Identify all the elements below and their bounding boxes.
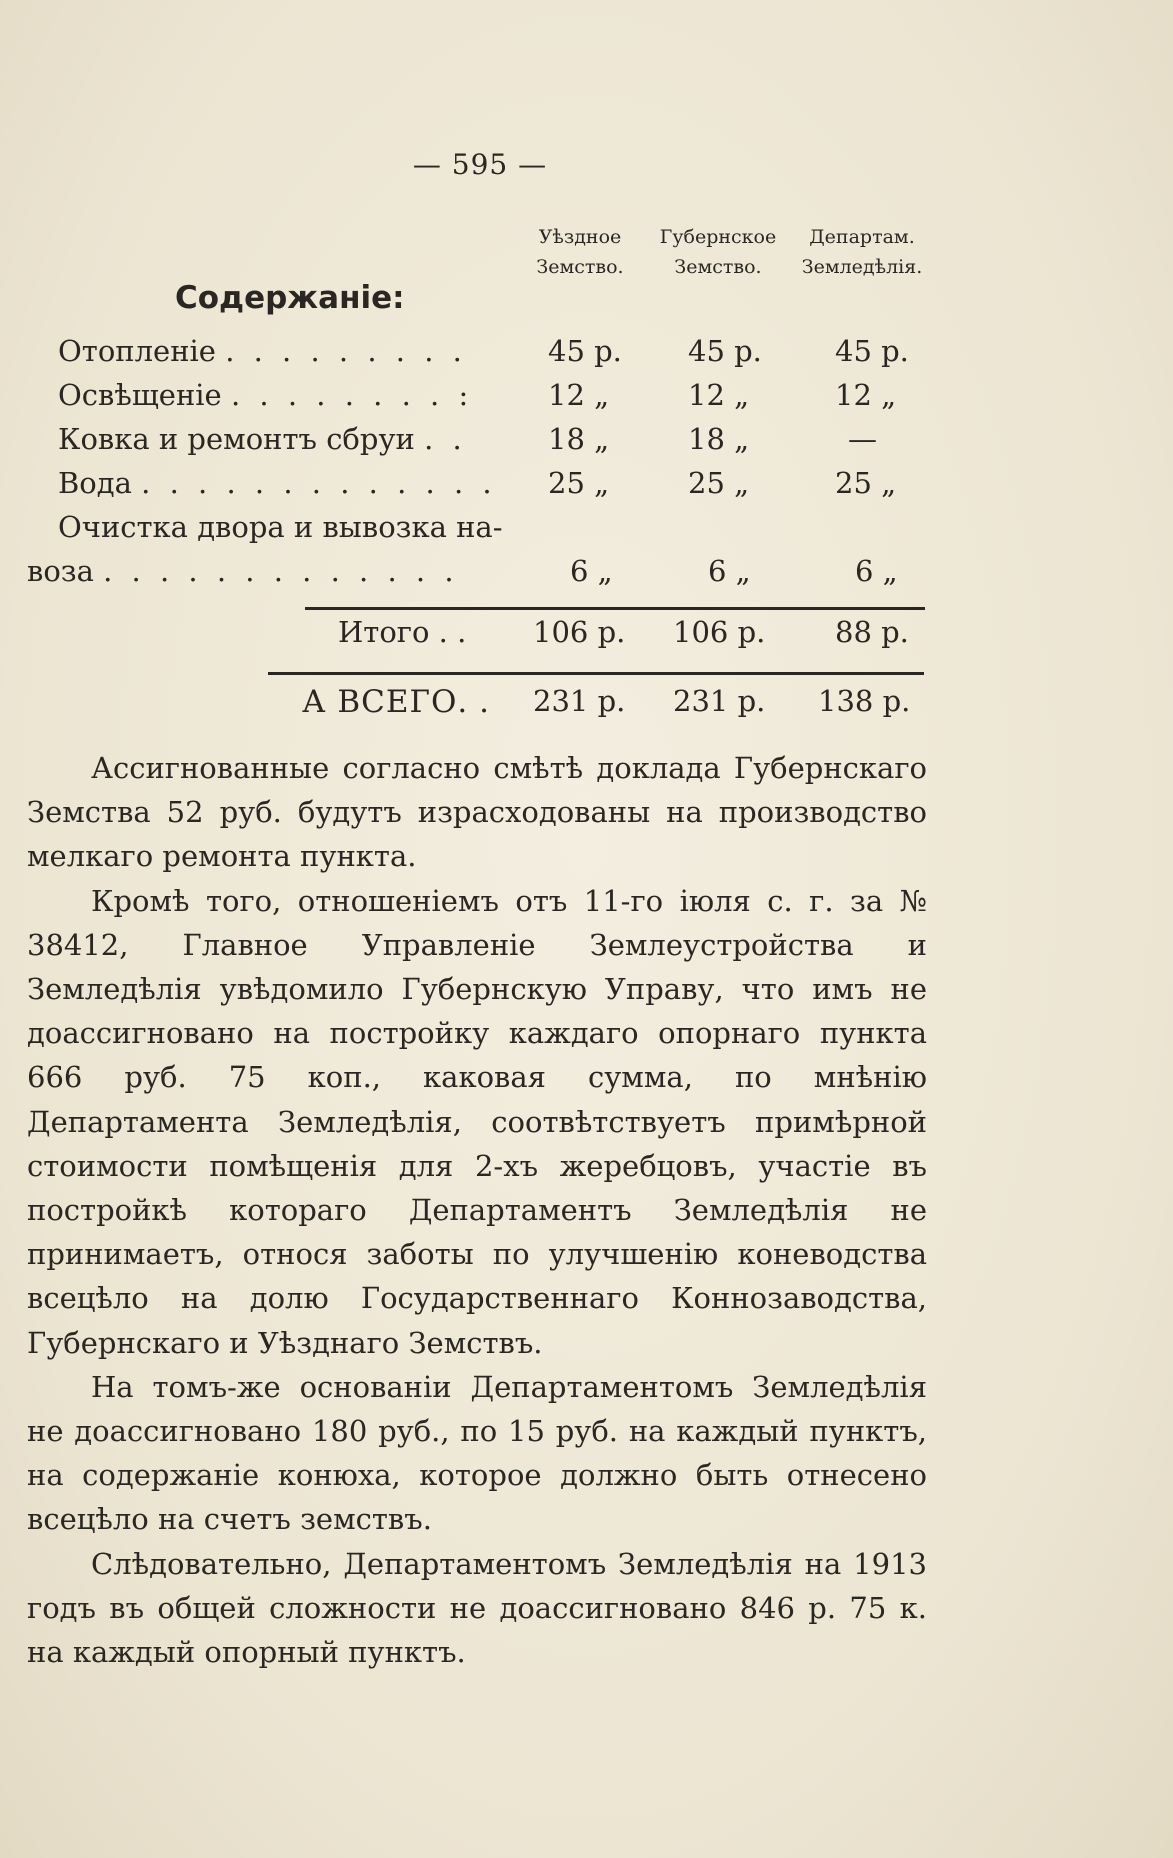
total-value-dept: 88 р. — [835, 615, 909, 649]
row-value-dept: — — [848, 422, 877, 456]
row-label: Ковка и ремонтъ сбруи . . — [58, 422, 467, 456]
row-value-uezd: 18 „ — [548, 422, 610, 456]
column-header-uezd — [520, 222, 640, 282]
subtotal-rule — [305, 607, 925, 610]
row-value-gub: 25 „ — [688, 466, 750, 500]
table-row — [0, 422, 1173, 466]
row-value-gub: 12 „ — [688, 378, 750, 412]
column-header-gub-line2: Земство. — [674, 256, 762, 278]
paragraph: Ассигнованные согласно смѣтѣ доклада Губернскаго Земства 52 руб. будутъ израсходованы на производство мелкаго ремонта пункта. — [27, 751, 927, 874]
row-value-dept: 6 „ — [855, 554, 898, 588]
table-row — [0, 554, 1173, 598]
column-header-gub — [648, 222, 788, 282]
row-value-uezd: 25 „ — [548, 466, 610, 500]
row-label: Освѣщеніе . . . . . . . . : — [58, 378, 474, 412]
table-row — [0, 510, 1173, 554]
row-value-uezd: 12 „ — [548, 378, 610, 412]
row-value-dept: 12 „ — [835, 378, 897, 412]
total-value-uezd: 106 р. — [533, 615, 626, 649]
column-header-uezd-line1: Уѣздное — [538, 226, 622, 248]
grand-total-value-uezd: 231 р. — [533, 684, 626, 718]
column-header-dept-line2: Земледѣлія. — [801, 256, 923, 278]
grand-total-value-gub: 231 р. — [673, 684, 766, 718]
section-heading: Содержаніе: — [175, 280, 405, 316]
grand-total-row — [0, 684, 1173, 728]
column-header-gub-line1: Губернское — [659, 226, 777, 248]
total-value-gub: 106 р. — [673, 615, 766, 649]
row-value-uezd: 6 „ — [570, 554, 613, 588]
body-text — [27, 746, 927, 1674]
paragraph: Слѣдовательно, Департаментомъ Земледѣлія на 1913 годъ въ общей сложности не доассигновано 846 р. 75 к. на каждый опорный пунктъ. — [27, 1546, 927, 1670]
row-label: Вода . . . . . . . . . . . . . — [58, 466, 497, 500]
grand-total-rule — [268, 672, 924, 675]
row-label: Очистка двора и вывозка на- — [58, 510, 503, 544]
column-header-dept — [792, 222, 932, 282]
row-value-gub: 45 р. — [688, 334, 762, 368]
table-row — [0, 466, 1173, 510]
grand-total-value-dept: 138 р. — [818, 684, 911, 718]
row-value-dept: 45 р. — [835, 334, 909, 368]
row-label: воза . . . . . . . . . . . . . — [27, 554, 459, 588]
column-header-dept-line1: Департам. — [809, 226, 915, 248]
row-value-dept: 25 „ — [835, 466, 897, 500]
paragraph: На томъ-же основаніи Департаментомъ Земледѣлія не доассигновано 180 руб., по 15 руб. на каждый пунктъ, на содержаніе конюха, которое должно быть отнесено всецѣло на счетъ земствъ. — [27, 1369, 927, 1537]
page-number: — 595 — — [412, 148, 548, 181]
total-label: Итого . . — [338, 615, 467, 649]
grand-total-label: А ВСЕГО. . — [302, 684, 490, 720]
paragraph: Кромѣ того, отношеніемъ отъ 11-го іюля с. г. за № 38412, Главное Управленіе Землеустройства и Земледѣлія увѣдомило Губернскую Управу, что имъ не доассигновано на постройку каждаго опорнаго пункта 666 руб. 75 коп., каковая сумма, по мнѣнію Департамента Земледѣлія, соотвѣтствуетъ примѣрной стоимости помѣщенія для 2-хъ жеребцовъ, участіе въ постройкѣ котораго Департаментъ Земледѣлія не принимаетъ, относя заботы по улучшенію коневодства всецѣло на долю Государственнаго Коннозаводства, Губернскаго и Уѣзднаго Земствъ. — [27, 883, 927, 1360]
column-header-uezd-line2: Земство. — [536, 256, 624, 278]
table-row — [0, 334, 1173, 378]
row-value-gub: 18 „ — [688, 422, 750, 456]
row-label: Отопленіе . . . . . . . . . — [58, 334, 467, 368]
row-value-uezd: 45 р. — [548, 334, 622, 368]
row-value-gub: 6 „ — [708, 554, 751, 588]
table-row — [0, 378, 1173, 422]
total-row — [0, 615, 1173, 659]
